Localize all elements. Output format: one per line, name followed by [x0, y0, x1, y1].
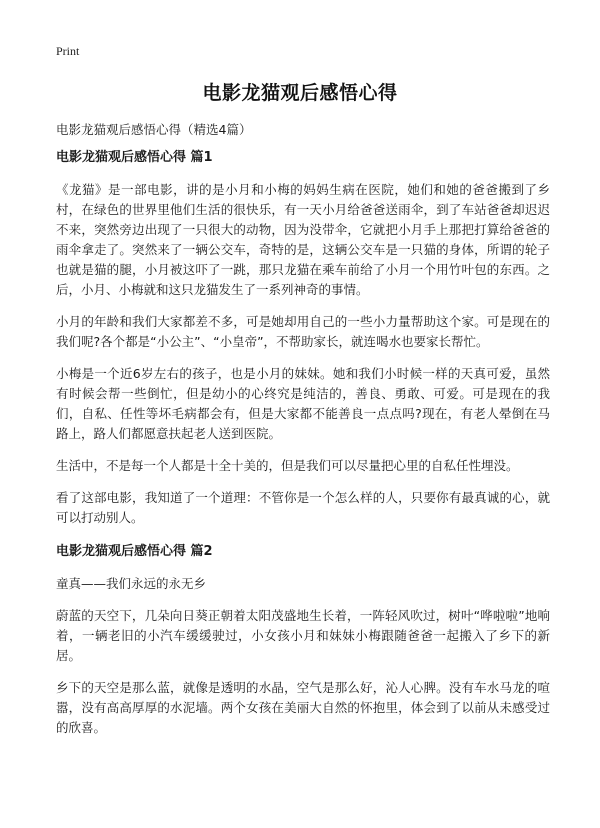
paragraph: 乡下的天空是那么蓝，就像是透明的水晶，空气是那么好，沁人心脾。没有车水马龙的喧嚣，没有高高厚厚的水泥墙。两个女孩在美丽大自然的怀抱里，体会到了以前从未感受过的欣喜。	[56, 680, 550, 735]
print-label[interactable]: Print	[56, 44, 80, 58]
section-2	[56, 542, 550, 738]
paragraph: 小梅是一个近6岁左右的孩子，也是小月的妹妹。她和我们小时候一样的天真可爱，虽然有时候会帮一些倒忙，但是幼小的心终究是纯洁的，善良、勇敢、可爱。可是现在的我们，自私、任性等坏毛病都会有，但是大家都不能善良一点点吗?现在，有老人晕倒在马路上，路人们都愿意扶起老人送到医院。	[56, 366, 550, 441]
paragraph: 生活中，不是每一个人都是十全十美的，但是我们可以尽量把心里的自私任性埋没。	[56, 458, 519, 473]
paragraph: 蔚蓝的天空下，几朵向日葵正朝着太阳茂盛地生长着，一阵轻风吹过，树叶“哗啦啦”地响着，一辆老旧的小汽车缓缓驶过，小女孩小月和妹妹小梅跟随爸爸一起搬入了乡下的新居。	[56, 608, 550, 663]
paragraph: 《龙猫》是一部电影，讲的是小月和小梅的妈妈生病在医院，她们和她的爸爸搬到了乡村，在绿色的世界里他们生活的很快乐，有一天小月给爸爸送雨伞，到了车站爸爸却迟迟不来，突然旁边出现了一只很大的动物，因为没带伞，它就把小月手上那把打算给爸爸的雨伞拿走了。突然来了一辆公交车，奇特的是，这辆公交车是一只猫的身体，所谓的轮子也就是猫的腿，小月被这吓了一跳，那只龙猫在乘车前给了小月一个用竹叶包的东西。之后，小月、小梅就和这只龙猫发生了一系列神奇的事情。	[56, 182, 550, 297]
page-subtitle: 电影龙猫观后感悟心得（精选4篇）	[56, 122, 252, 137]
section-1	[56, 148, 550, 528]
page-title: 电影龙猫观后感悟心得	[202, 82, 398, 104]
document-body	[56, 148, 550, 750]
paragraph: 童真——我们永远的永无乡	[56, 576, 207, 591]
paragraph: 小月的年龄和我们大家都差不多，可是她却用自己的一些小力量帮助这个家。可是现在的我们呢?各个都是“小公主”、“小皇帝”，不帮助家长，就连喝水也要家长帮忙。	[56, 314, 550, 349]
section-heading: 电影龙猫观后感悟心得 篇1	[56, 150, 213, 165]
paragraph: 看了这部电影，我知道了一个道理：不管你是一个怎么样的人，只要你有最真诚的心，就可以打动别人。	[56, 490, 550, 525]
section-heading: 电影龙猫观后感悟心得 篇2	[56, 544, 213, 559]
